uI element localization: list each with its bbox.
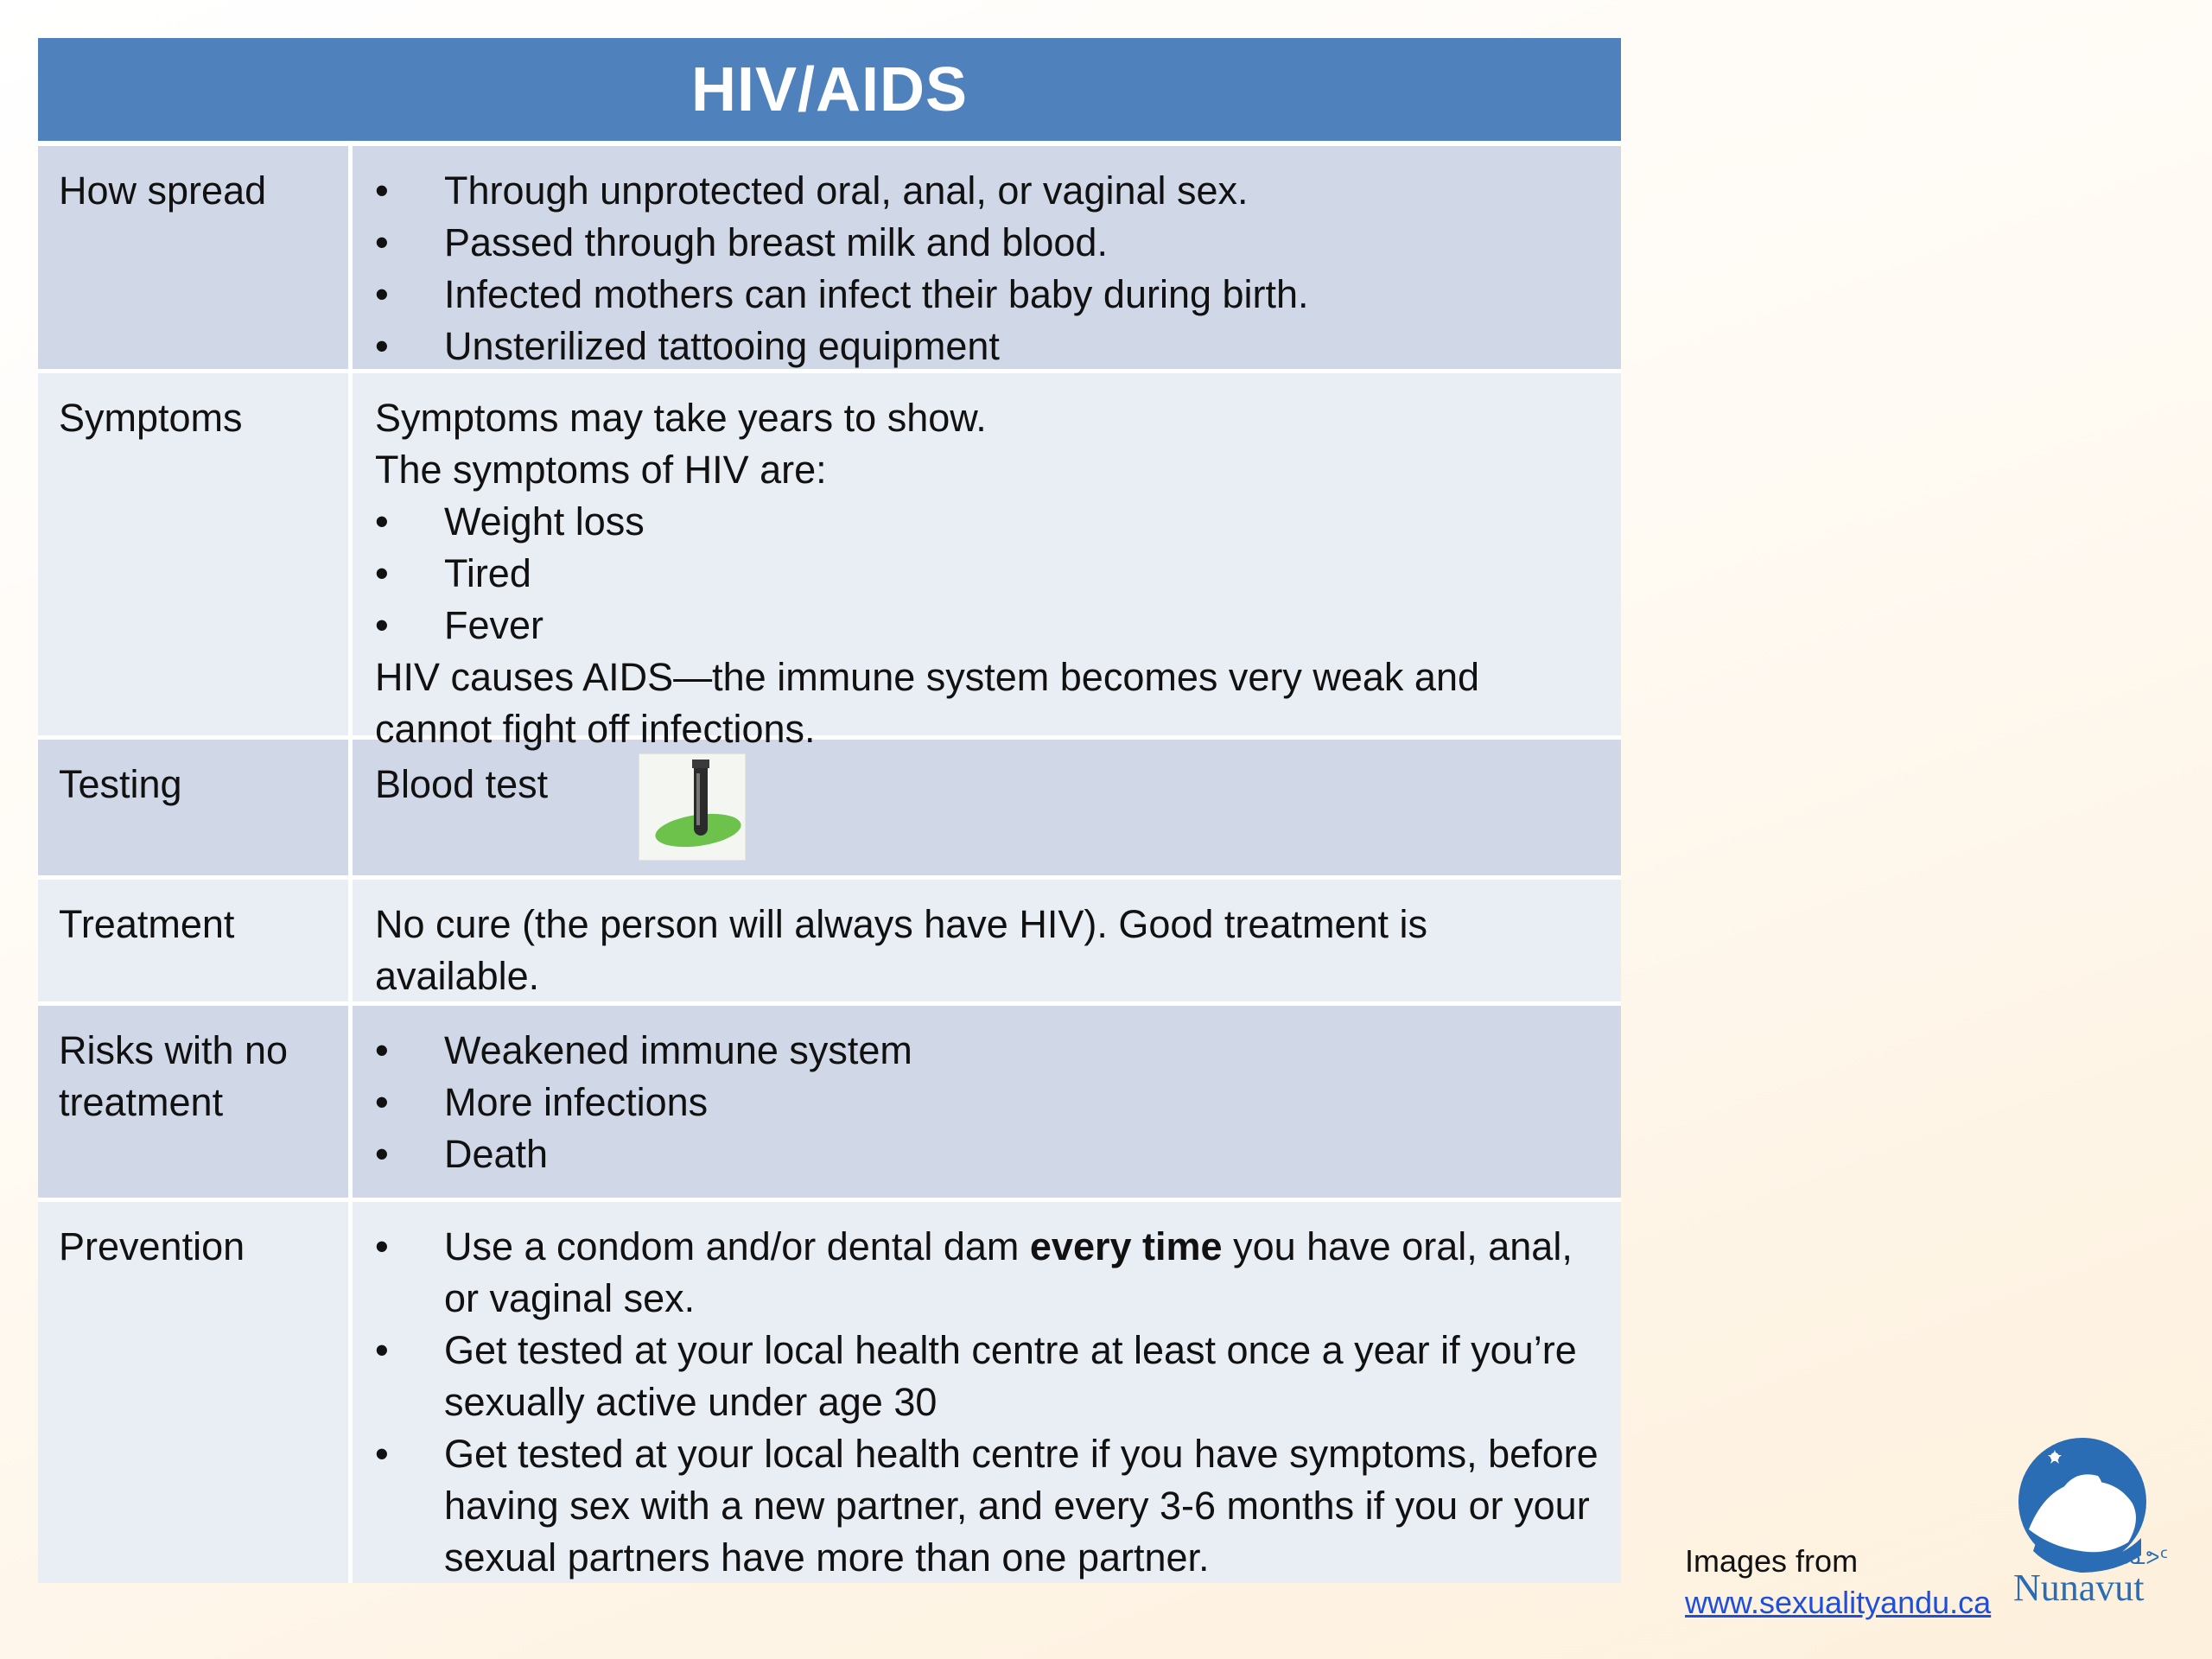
list-item: • Unsterilized tattooing equipment <box>375 321 1599 372</box>
list-item: • Fever <box>375 600 1599 652</box>
list-item: • Get tested at your local health centre if you have symptoms, before having sex with a new partner, and every 3-6 months if you or your sexual partners have more than one partner. <box>375 1428 1599 1584</box>
row-label-risks: Risks with no treatment <box>38 1006 353 1198</box>
list-item: • Through unprotected oral, anal, or vaginal sex. <box>375 165 1599 217</box>
row-label-symptoms: Symptoms <box>38 373 353 735</box>
row-content-how-spread <box>353 146 1621 369</box>
list-item <box>375 1221 1599 1325</box>
symptoms-intro-1: Symptoms may take years to show. <box>375 396 987 440</box>
row-label-testing: Testing <box>38 740 353 875</box>
list-item: • Weight loss <box>375 496 1599 548</box>
prevention-bullet-1-emphasis: every time <box>1029 1224 1223 1268</box>
row-label-treatment: Treatment <box>38 880 353 1001</box>
list-item: • Death <box>375 1128 1599 1180</box>
table-title: HIV/AIDS <box>38 38 1621 146</box>
row-content-prevention <box>353 1202 1621 1583</box>
how-spread-list <box>375 165 1599 372</box>
list-item: • More infections <box>375 1077 1599 1128</box>
row-content-treatment <box>353 880 1621 1001</box>
hiv-aids-table <box>38 38 1621 1583</box>
testing-text: Blood test <box>375 762 549 806</box>
risks-list <box>375 1025 1599 1180</box>
row-prevention <box>38 1202 1621 1583</box>
treatment-text: No cure (the person will always have HIV). Good treatment is available. <box>375 902 1428 998</box>
test-tube-icon <box>639 753 746 861</box>
row-content-risks <box>353 1006 1621 1198</box>
symptoms-outro: HIV causes AIDS—the immune system becomes very weak and cannot fight off infections. <box>375 655 1480 751</box>
row-label-how-spread: How spread <box>38 146 353 369</box>
symptoms-intro-2: The symptoms of HIV are: <box>375 448 827 492</box>
prevention-bullet-1-post: you have oral, anal, or vaginal sex. <box>444 1224 1573 1320</box>
image-credit-label: Images from <box>1685 1543 1859 1579</box>
row-symptoms <box>38 373 1621 751</box>
image-credit <box>1685 1541 1991 1624</box>
logo-name: Nunavut <box>2013 1567 2145 1609</box>
list-item: • Passed through breast milk and blood. <box>375 217 1599 269</box>
row-risks <box>38 1006 1621 1202</box>
row-content-symptoms <box>353 373 1621 751</box>
row-content-testing <box>353 740 1621 875</box>
symptoms-list <box>375 496 1599 652</box>
row-how-spread <box>38 146 1621 373</box>
list-item: • Infected mothers can infect their baby during birth. <box>375 269 1599 321</box>
prevention-bullet-1-pre: Use a condom and/or dental dam <box>444 1224 1030 1268</box>
logo-syllabics: ᓄᓇᕗᑦ <box>2113 1548 2168 1569</box>
row-treatment <box>38 880 1621 1006</box>
sexualityandu-link[interactable]: www.sexualityandu.ca <box>1685 1585 1992 1620</box>
row-testing <box>38 740 1621 880</box>
list-item: • Get tested at your local health centre at least once a year if you’re sexually active under age 30 <box>375 1325 1599 1428</box>
nunavut-logo <box>2012 1434 2168 1609</box>
list-item: • Weakened immune system <box>375 1025 1599 1077</box>
prevention-list <box>375 1221 1599 1584</box>
list-item: • Tired <box>375 548 1599 600</box>
row-label-prevention: Prevention <box>38 1202 353 1583</box>
